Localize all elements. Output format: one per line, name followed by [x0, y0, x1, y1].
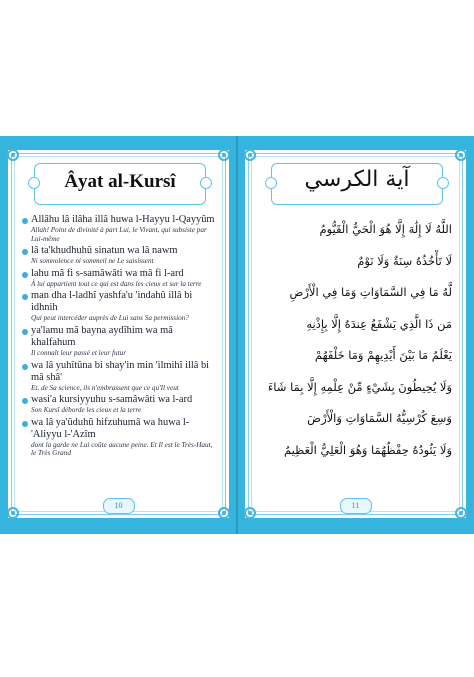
arabic-verse-line: مَن ذَا الَّذِي يَشْفَعُ عِندَهُ إِلَّا بِإِذْنِهِ	[306, 316, 452, 331]
verse-item	[22, 360, 219, 393]
page-title: Âyat al-Kursî	[64, 171, 176, 192]
verse-item	[22, 245, 219, 266]
arabic-verse-list	[259, 218, 452, 470]
verse-item	[22, 268, 219, 289]
bullet-icon	[22, 249, 28, 255]
verse-item	[22, 417, 219, 458]
verse-translation: Ni somnolence ni sommeil ne Le saisissent	[31, 257, 154, 266]
book-spine	[236, 136, 238, 534]
arabic-verse-line: لَّهُ مَا فِي السَّمَاوَاتِ وَمَا فِي الْأَرْضِ	[289, 285, 452, 299]
verse-transliteration: lahu mâ fi s-samâwâti wa mâ fi l-ard	[31, 267, 184, 279]
title-cartouche	[271, 163, 443, 205]
verse-transliteration: wa lâ ya'ûduhû hifzuhumâ wa huwa l-'Aliyyu l-'Azîm	[31, 416, 190, 440]
corner-ornament	[242, 505, 258, 521]
corner-ornament	[242, 147, 258, 163]
verse-translation: Il connaît leur passé et leur futur	[31, 348, 127, 357]
verse-transliteration: wa lâ yuhîtûna bi shay'in min 'ilmihî illâ bi mâ shâ'	[31, 359, 210, 383]
corner-ornament	[453, 505, 469, 521]
verse-translation: dont la garde ne Lui coûte aucune peine. Et Il est le Très-Haut, le Très Grand	[31, 440, 213, 458]
verse-list	[22, 214, 219, 460]
corner-ornament	[5, 505, 21, 521]
verse-item	[22, 325, 219, 358]
arabic-verse-line: وَسِعَ كُرْسِيُّهُ السَّمَاوَاتِ وَالْأَرْضَ	[307, 411, 452, 425]
corner-ornament	[5, 147, 21, 163]
bullet-icon	[22, 329, 28, 335]
verse-item	[22, 394, 219, 415]
verse-transliteration: lâ ta'khudhuhû sinatun wa lâ nawm	[31, 245, 178, 257]
arabic-verse-line: يَعْلَمُ مَا بَيْنَ أَيْدِيهِمْ وَمَا خَلْفَهُمْ	[314, 348, 452, 362]
bullet-icon	[22, 421, 28, 427]
page-number: 11	[340, 498, 372, 514]
corner-ornament	[216, 505, 232, 521]
verse-transliteration: ya'lamu mâ bayna aydîhim wa mâ khalfahum	[31, 324, 173, 348]
verse-translation: Allah! Point de divinité à part Lui, le Vivant, qui subsiste par Lui-même	[31, 226, 207, 243]
arabic-verse-line: وَلَا يَئُودُهُ حِفْظُهُمَا وَهُوَ الْعَلِيُّ الْعَظِيمُ	[284, 442, 452, 457]
arabic-verse-line: لَا تَأْخُذُهُ سِنَةٌ وَلَا نَوْمٌ	[357, 253, 452, 268]
verse-transliteration: wasi'a kursiyyuhu s-samâwâti wa l-ard	[31, 394, 193, 406]
corner-ornament	[216, 147, 232, 163]
bullet-icon	[22, 218, 28, 224]
verse-translation: À lui appartient tout ce qui est dans les cieux et sur la terre	[31, 279, 202, 288]
corner-ornament	[453, 147, 469, 163]
page-number: 10	[103, 498, 135, 514]
verse-item	[22, 214, 219, 243]
verse-translation: Qui peut intercéder auprès de Lui sans Sa permission?	[31, 314, 189, 323]
bullet-icon	[22, 294, 28, 300]
bullet-icon	[22, 272, 28, 278]
arabic-verse-line: اللَّهُ لَا إِلَٰهَ إِلَّا هُوَ الْحَيُّ الْقَيُّومُ	[319, 222, 452, 236]
title-cartouche	[34, 163, 206, 205]
left-page	[8, 150, 229, 518]
page-title-arabic: آية الكرسي	[304, 167, 410, 192]
bullet-icon	[22, 398, 28, 404]
arabic-verse-line: وَلَا يُحِيطُونَ بِشَيْءٍ مِّنْ عِلْمِهِ إِلَّا بِمَا شَاءَ	[267, 379, 452, 394]
verse-transliteration: Allâhu lâ ilâha illâ huwa l-Hayyu l-Qayyûm	[31, 214, 215, 225]
right-page	[245, 150, 466, 518]
verse-translation: Et, de Sa science, ils n'embrassent que ce qu'Il veut	[31, 383, 179, 392]
bullet-icon	[22, 364, 28, 370]
verse-transliteration: man dha l-ladhî yashfa'u 'indahû illâ bi idhnih	[31, 290, 193, 314]
verse-translation: Son Kursî déborde les cieux et la terre	[31, 406, 142, 415]
verse-item	[22, 290, 219, 323]
